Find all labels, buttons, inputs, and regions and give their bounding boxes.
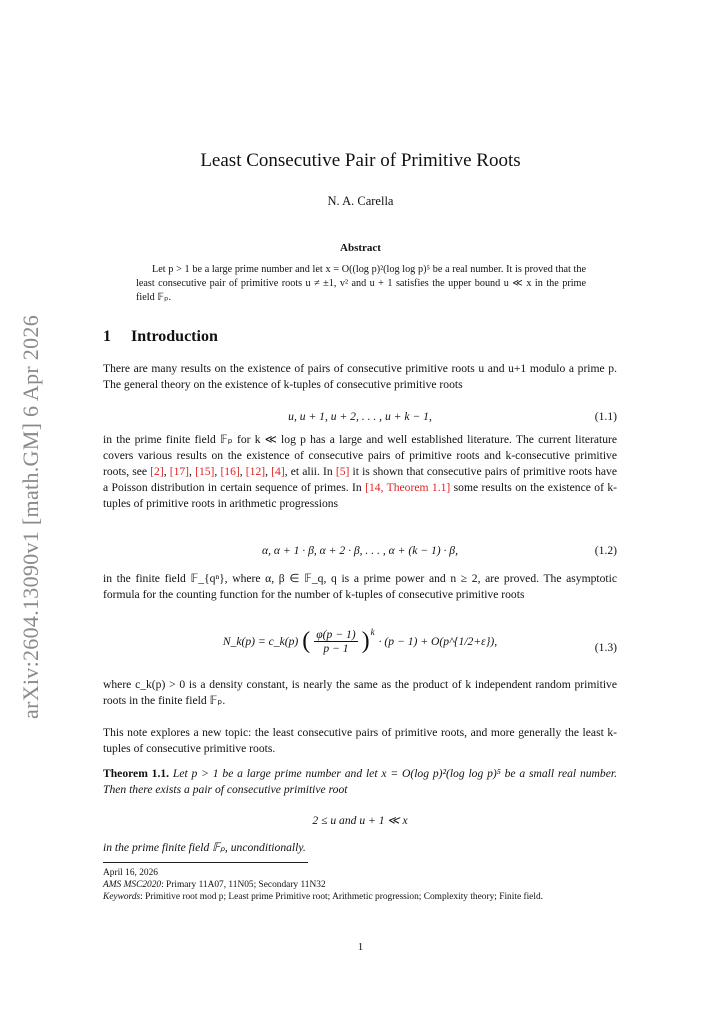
theorem-equation [103, 813, 617, 829]
p2-part-b: , et alii. In [284, 465, 336, 478]
keywords-text: : Primitive root mod p; Least prime Primitive root; Arithmetic progression; Complexity theory; Finite field. [140, 892, 543, 902]
citation-link[interactable]: [4] [271, 465, 285, 478]
theorem-label: Theorem 1.1. [103, 767, 170, 780]
theorem-equation-body: 2 ≤ u and u + 1 ≪ x [312, 814, 408, 827]
equation-1-2-body: α, α + 1 · β, α + 2 · β, . . . , α + (k − 1) · β, [262, 544, 458, 557]
msc-text: : Primary 11A07, 11N05; Secondary 11N32 [161, 880, 326, 890]
equation-1-3-tag: (1.3) [594, 641, 617, 654]
section-heading [103, 328, 218, 346]
equation-1-3-numerator: φ(p − 1) [316, 628, 356, 641]
equation-1-3-lhs: N_k(p) = c_k(p) [222, 635, 299, 648]
citation-link[interactable]: [12] [245, 465, 266, 478]
theorem-conclusion: in the prime finite field 𝔽ₚ, unconditionally. [103, 841, 306, 854]
footnote-rule [103, 862, 308, 863]
equation-1-1-body: u, u + 1, u + 2, . . . , u + k − 1, [288, 410, 432, 423]
footnote-msc [103, 879, 617, 891]
paragraph-1: There are many results on the existence of pairs of consecutive primitive roots u and u+1 modulo a prime p. The general theory on the existence of k-tuples of consecutive primitive roots [103, 362, 617, 391]
keywords-label: Keywords [103, 892, 141, 902]
paragraph-5: This note explores a new topic: the least consecutive pairs of primitive roots, and more generally the least k-tuples of consecutive primitive roots. [103, 726, 617, 755]
citation-link[interactable]: [17] [169, 465, 190, 478]
theorem-1-1 [103, 766, 617, 798]
paragraph-2: in the prime finite field 𝔽ₚ for k ≪ log p has a large and well established literature. The current literature covers various results on the existence of consecutive pairs of primitive roots and k-consecutive primitive roots, see [2], [17], [15], [16], [12], [4], et alii. In [5] it is shown that consecutive pairs of primitive roots have a Poisson distribution in certain sequence of primes. In [14, Theorem 1.1] some results on the existence of k-tuples of primitive roots in arithmetic progressions [103, 433, 618, 510]
citation-link[interactable]: [2] [150, 465, 164, 478]
page-number: 1 [357, 941, 364, 953]
equation-1-3-rhs: · (p − 1) + O(p^{1/2+ε}), [378, 635, 498, 648]
citation-link[interactable]: [16] [220, 465, 240, 478]
arxiv-identifier: arXiv:2604.13090v1 [math.GM] 6 Apr 2026 [18, 315, 43, 719]
citation-link[interactable]: [14, Theorem 1.1] [365, 481, 451, 494]
section-number: 1 [103, 328, 111, 345]
paragraph-4: where c_k(p) > 0 is a density constant, is nearly the same as the product of k independent random primitive roots in the finite field 𝔽ₚ. [103, 678, 617, 707]
equation-1-3-denominator: p − 1 [323, 642, 349, 655]
equation-1-3: N_k(p) = c_k(p) ( $\frac{\varphi(p - 1)}{p - 1}$ ) $^k$ · (p − 1) + O(p^{1/2+ε}), (1.3) [222, 626, 617, 655]
footnote-date: April 16, 2026 [103, 868, 158, 878]
paragraph-3: in the finite field 𝔽_{qⁿ}, where α, β ∈ 𝔽_q, q is a prime power and n ≥ 2, are proved. The asymptotic formula for the counting function for the number of k-tuples of consecutive primitive roots [103, 572, 617, 601]
msc-label: AMS MSC2020 [103, 880, 162, 890]
citation-link[interactable]: [15] [195, 465, 215, 478]
theorem-text: Let p > 1 be a large prime number and let x = O(log p)²(log log p)⁵ be a small real number. Then there exists a pair of consecutive primitive root [103, 767, 617, 796]
citation-link[interactable]: [5] [335, 465, 350, 478]
author-name: N. A. Carella [327, 194, 394, 208]
equation-1-1-tag: (1.1) [594, 410, 617, 423]
abstract-text: Let p > 1 be a large prime number and let x = O((log p)²(log log p)⁵ be a real number. It is proved that the least consecutive pair of primitive roots u ≠ ±1, v² and u + 1 satisfies the upper bound u ≪ x in the prime field 𝔽ₚ. [136, 264, 586, 303]
abstract-heading: Abstract [340, 242, 381, 254]
p2-part-a: in the prime finite field 𝔽ₚ for k ≪ log p has a large and well established literature. The current literature covers various results on the existence of consecutive pairs of primitive roots and k-consecutive primitive roots, see [103, 433, 617, 478]
equation-1-2 [103, 544, 617, 560]
equation-1-3-exponent: k [370, 626, 375, 637]
section-title: Introduction [131, 328, 218, 345]
p2-part-c: it is shown that consecutive pairs of primitive roots have a Poisson distribution in certain sequence of primes. In [103, 465, 618, 494]
p2-part-d: some results on the existence of k-tuples of primitive roots in arithmetic progressions [103, 481, 618, 510]
equation-1-2-tag: (1.2) [594, 544, 617, 557]
equation-1-1 [103, 410, 617, 426]
footnote-keywords [103, 891, 617, 903]
paper-title: Least Consecutive Pair of Primitive Roots [200, 150, 521, 171]
